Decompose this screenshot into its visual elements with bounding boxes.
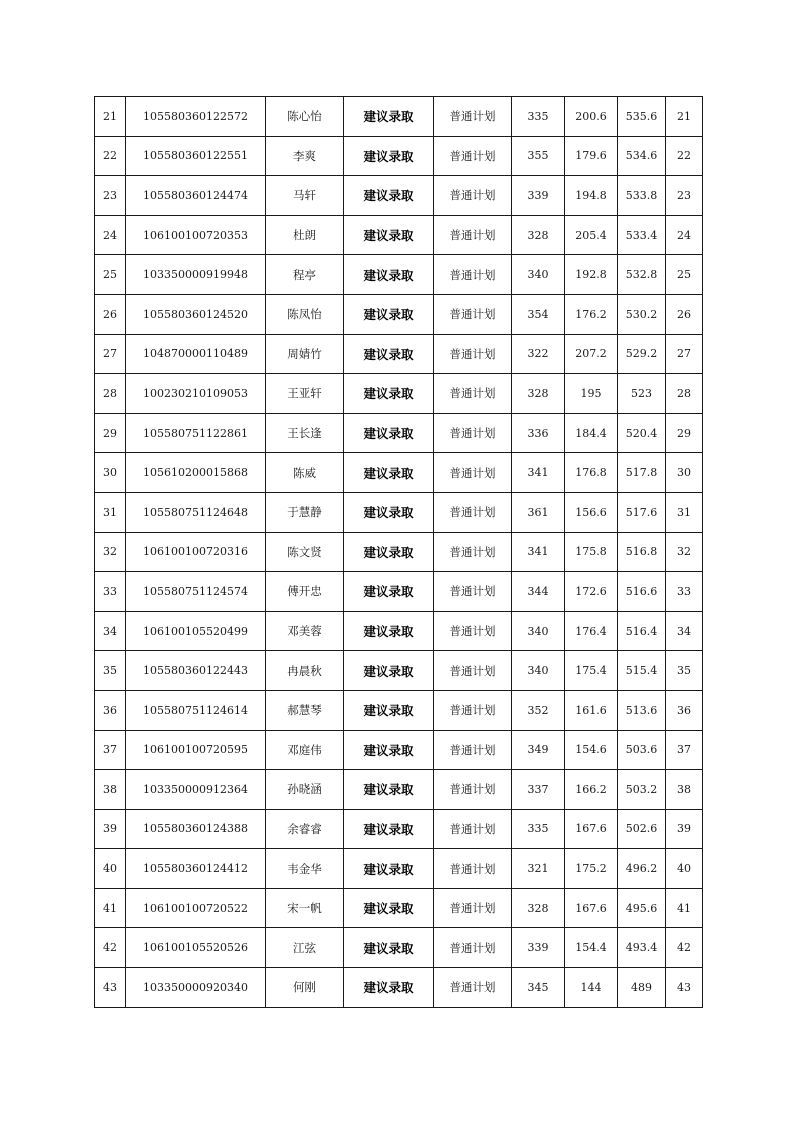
decision-cell: 建议录取	[344, 294, 434, 334]
order-cell: 25	[666, 255, 703, 295]
exam-id-cell: 103350000920340	[126, 968, 266, 1008]
score2-cell: 195	[565, 374, 618, 414]
total-score-cell: 495.6	[618, 888, 666, 928]
order-cell: 22	[666, 136, 703, 176]
rank-cell: 24	[95, 215, 126, 255]
exam-id-cell: 106100100720522	[126, 888, 266, 928]
total-score-cell: 534.6	[618, 136, 666, 176]
plan-type-cell: 普通计划	[434, 809, 512, 849]
score2-cell: 179.6	[565, 136, 618, 176]
decision-cell: 建议录取	[344, 611, 434, 651]
order-cell: 28	[666, 374, 703, 414]
total-score-cell: 517.6	[618, 492, 666, 532]
candidate-name-cell: 傅开忠	[266, 572, 344, 612]
score2-cell: 144	[565, 968, 618, 1008]
order-cell: 33	[666, 572, 703, 612]
exam-id-cell: 103350000912364	[126, 770, 266, 810]
order-cell: 29	[666, 413, 703, 453]
table-row	[95, 849, 703, 889]
rank-cell: 42	[95, 928, 126, 968]
score2-cell: 154.4	[565, 928, 618, 968]
rank-cell: 29	[95, 413, 126, 453]
decision-cell: 建议录取	[344, 413, 434, 453]
rank-cell: 40	[95, 849, 126, 889]
exam-id-cell: 105580751124574	[126, 572, 266, 612]
plan-type-cell: 普通计划	[434, 413, 512, 453]
order-cell: 39	[666, 809, 703, 849]
table-row	[95, 532, 703, 572]
plan-type-cell: 普通计划	[434, 928, 512, 968]
decision-cell: 建议录取	[344, 334, 434, 374]
plan-type-cell: 普通计划	[434, 611, 512, 651]
candidate-name-cell: 陈文贤	[266, 532, 344, 572]
score2-cell: 154.6	[565, 730, 618, 770]
order-cell: 27	[666, 334, 703, 374]
exam-id-cell: 105580360124474	[126, 176, 266, 216]
candidate-name-cell: 冉晨秋	[266, 651, 344, 691]
score2-cell: 175.2	[565, 849, 618, 889]
table-row	[95, 453, 703, 493]
candidate-name-cell: 杜朗	[266, 215, 344, 255]
table-row	[95, 413, 703, 453]
rank-cell: 25	[95, 255, 126, 295]
order-cell: 32	[666, 532, 703, 572]
plan-type-cell: 普通计划	[434, 97, 512, 137]
rank-cell: 22	[95, 136, 126, 176]
exam-id-cell: 106100105520526	[126, 928, 266, 968]
decision-cell: 建议录取	[344, 809, 434, 849]
table-row	[95, 97, 703, 137]
plan-type-cell: 普通计划	[434, 255, 512, 295]
decision-cell: 建议录取	[344, 968, 434, 1008]
score2-cell: 161.6	[565, 690, 618, 730]
order-cell: 36	[666, 690, 703, 730]
score2-cell: 192.8	[565, 255, 618, 295]
order-cell: 35	[666, 651, 703, 691]
table-row	[95, 730, 703, 770]
candidate-name-cell: 王亚轩	[266, 374, 344, 414]
plan-type-cell: 普通计划	[434, 770, 512, 810]
exam-id-cell: 105580360124520	[126, 294, 266, 334]
plan-type-cell: 普通计划	[434, 730, 512, 770]
order-cell: 40	[666, 849, 703, 889]
score1-cell: 328	[512, 374, 565, 414]
candidate-name-cell: 王长逢	[266, 413, 344, 453]
exam-id-cell: 105610200015868	[126, 453, 266, 493]
plan-type-cell: 普通计划	[434, 849, 512, 889]
total-score-cell: 532.8	[618, 255, 666, 295]
score1-cell: 328	[512, 888, 565, 928]
table-row	[95, 928, 703, 968]
total-score-cell: 529.2	[618, 334, 666, 374]
score1-cell: 349	[512, 730, 565, 770]
candidate-name-cell: 陈心怡	[266, 97, 344, 137]
score1-cell: 355	[512, 136, 565, 176]
candidate-name-cell: 孙晓涵	[266, 770, 344, 810]
total-score-cell: 517.8	[618, 453, 666, 493]
decision-cell: 建议录取	[344, 849, 434, 889]
rank-cell: 23	[95, 176, 126, 216]
table-row	[95, 136, 703, 176]
score2-cell: 166.2	[565, 770, 618, 810]
exam-id-cell: 105580360122443	[126, 651, 266, 691]
total-score-cell: 530.2	[618, 294, 666, 334]
score1-cell: 321	[512, 849, 565, 889]
table-row	[95, 690, 703, 730]
order-cell: 41	[666, 888, 703, 928]
score1-cell: 345	[512, 968, 565, 1008]
plan-type-cell: 普通计划	[434, 532, 512, 572]
score1-cell: 354	[512, 294, 565, 334]
candidate-name-cell: 程亭	[266, 255, 344, 295]
exam-id-cell: 106100100720316	[126, 532, 266, 572]
decision-cell: 建议录取	[344, 215, 434, 255]
order-cell: 23	[666, 176, 703, 216]
score1-cell: 340	[512, 611, 565, 651]
score2-cell: 156.6	[565, 492, 618, 532]
decision-cell: 建议录取	[344, 374, 434, 414]
score2-cell: 167.6	[565, 888, 618, 928]
table-row	[95, 611, 703, 651]
score1-cell: 361	[512, 492, 565, 532]
order-cell: 30	[666, 453, 703, 493]
candidate-name-cell: 陈威	[266, 453, 344, 493]
score2-cell: 176.8	[565, 453, 618, 493]
score1-cell: 340	[512, 255, 565, 295]
table-row	[95, 968, 703, 1008]
table-row	[95, 572, 703, 612]
plan-type-cell: 普通计划	[434, 888, 512, 928]
score2-cell: 167.6	[565, 809, 618, 849]
decision-cell: 建议录取	[344, 97, 434, 137]
candidate-name-cell: 江弦	[266, 928, 344, 968]
exam-id-cell: 106100105520499	[126, 611, 266, 651]
total-score-cell: 503.6	[618, 730, 666, 770]
total-score-cell: 533.8	[618, 176, 666, 216]
plan-type-cell: 普通计划	[434, 294, 512, 334]
score2-cell: 184.4	[565, 413, 618, 453]
score2-cell: 175.8	[565, 532, 618, 572]
exam-id-cell: 103350000919948	[126, 255, 266, 295]
table-row	[95, 176, 703, 216]
score1-cell: 322	[512, 334, 565, 374]
exam-id-cell: 106100100720595	[126, 730, 266, 770]
score2-cell: 205.4	[565, 215, 618, 255]
score2-cell: 176.4	[565, 611, 618, 651]
rank-cell: 28	[95, 374, 126, 414]
total-score-cell: 489	[618, 968, 666, 1008]
score1-cell: 335	[512, 809, 565, 849]
plan-type-cell: 普通计划	[434, 176, 512, 216]
rank-cell: 36	[95, 690, 126, 730]
candidate-name-cell: 郝慧琴	[266, 690, 344, 730]
table-row	[95, 215, 703, 255]
order-cell: 31	[666, 492, 703, 532]
total-score-cell: 496.2	[618, 849, 666, 889]
table-row	[95, 492, 703, 532]
exam-id-cell: 105580751124648	[126, 492, 266, 532]
table-row	[95, 888, 703, 928]
plan-type-cell: 普通计划	[434, 690, 512, 730]
score1-cell: 337	[512, 770, 565, 810]
order-cell: 34	[666, 611, 703, 651]
total-score-cell: 502.6	[618, 809, 666, 849]
exam-id-cell: 105580360124388	[126, 809, 266, 849]
plan-type-cell: 普通计划	[434, 651, 512, 691]
exam-id-cell: 105580751124614	[126, 690, 266, 730]
candidate-name-cell: 宋一帆	[266, 888, 344, 928]
total-score-cell: 515.4	[618, 651, 666, 691]
score2-cell: 176.2	[565, 294, 618, 334]
rank-cell: 32	[95, 532, 126, 572]
admission-table-body	[95, 97, 703, 1008]
order-cell: 38	[666, 770, 703, 810]
exam-id-cell: 105580360124412	[126, 849, 266, 889]
decision-cell: 建议录取	[344, 651, 434, 691]
table-row	[95, 255, 703, 295]
total-score-cell: 516.6	[618, 572, 666, 612]
total-score-cell: 516.4	[618, 611, 666, 651]
table-row	[95, 294, 703, 334]
rank-cell: 35	[95, 651, 126, 691]
candidate-name-cell: 何刚	[266, 968, 344, 1008]
total-score-cell: 535.6	[618, 97, 666, 137]
table-row	[95, 651, 703, 691]
decision-cell: 建议录取	[344, 690, 434, 730]
score1-cell: 339	[512, 176, 565, 216]
plan-type-cell: 普通计划	[434, 374, 512, 414]
plan-type-cell: 普通计划	[434, 215, 512, 255]
total-score-cell: 503.2	[618, 770, 666, 810]
admission-table	[94, 96, 703, 1008]
score1-cell: 341	[512, 532, 565, 572]
score2-cell: 175.4	[565, 651, 618, 691]
plan-type-cell: 普通计划	[434, 968, 512, 1008]
plan-type-cell: 普通计划	[434, 334, 512, 374]
candidate-name-cell: 马轩	[266, 176, 344, 216]
candidate-name-cell: 于慧静	[266, 492, 344, 532]
order-cell: 42	[666, 928, 703, 968]
rank-cell: 34	[95, 611, 126, 651]
rank-cell: 41	[95, 888, 126, 928]
rank-cell: 43	[95, 968, 126, 1008]
decision-cell: 建议录取	[344, 136, 434, 176]
rank-cell: 39	[95, 809, 126, 849]
decision-cell: 建议录取	[344, 888, 434, 928]
decision-cell: 建议录取	[344, 532, 434, 572]
candidate-name-cell: 李爽	[266, 136, 344, 176]
candidate-name-cell: 邓庭伟	[266, 730, 344, 770]
rank-cell: 26	[95, 294, 126, 334]
score2-cell: 207.2	[565, 334, 618, 374]
total-score-cell: 493.4	[618, 928, 666, 968]
table-row	[95, 334, 703, 374]
rank-cell: 33	[95, 572, 126, 612]
score1-cell: 352	[512, 690, 565, 730]
total-score-cell: 533.4	[618, 215, 666, 255]
decision-cell: 建议录取	[344, 255, 434, 295]
candidate-name-cell: 陈凤怡	[266, 294, 344, 334]
exam-id-cell: 105580360122572	[126, 97, 266, 137]
exam-id-cell: 104870000110489	[126, 334, 266, 374]
exam-id-cell: 105580751122861	[126, 413, 266, 453]
table-row	[95, 809, 703, 849]
rank-cell: 31	[95, 492, 126, 532]
order-cell: 43	[666, 968, 703, 1008]
candidate-name-cell: 余睿睿	[266, 809, 344, 849]
order-cell: 21	[666, 97, 703, 137]
plan-type-cell: 普通计划	[434, 572, 512, 612]
exam-id-cell: 100230210109053	[126, 374, 266, 414]
exam-id-cell: 106100100720353	[126, 215, 266, 255]
score1-cell: 335	[512, 97, 565, 137]
table-row	[95, 374, 703, 414]
score2-cell: 200.6	[565, 97, 618, 137]
score1-cell: 341	[512, 453, 565, 493]
score2-cell: 194.8	[565, 176, 618, 216]
score2-cell: 172.6	[565, 572, 618, 612]
score1-cell: 328	[512, 215, 565, 255]
total-score-cell: 520.4	[618, 413, 666, 453]
decision-cell: 建议录取	[344, 453, 434, 493]
table-row	[95, 770, 703, 810]
rank-cell: 38	[95, 770, 126, 810]
candidate-name-cell: 韦金华	[266, 849, 344, 889]
decision-cell: 建议录取	[344, 770, 434, 810]
order-cell: 24	[666, 215, 703, 255]
plan-type-cell: 普通计划	[434, 453, 512, 493]
decision-cell: 建议录取	[344, 572, 434, 612]
order-cell: 37	[666, 730, 703, 770]
score1-cell: 340	[512, 651, 565, 691]
rank-cell: 30	[95, 453, 126, 493]
plan-type-cell: 普通计划	[434, 492, 512, 532]
decision-cell: 建议录取	[344, 176, 434, 216]
admission-table-wrapper	[94, 96, 702, 1008]
total-score-cell: 516.8	[618, 532, 666, 572]
rank-cell: 27	[95, 334, 126, 374]
score1-cell: 344	[512, 572, 565, 612]
score1-cell: 336	[512, 413, 565, 453]
decision-cell: 建议录取	[344, 730, 434, 770]
exam-id-cell: 105580360122551	[126, 136, 266, 176]
decision-cell: 建议录取	[344, 928, 434, 968]
order-cell: 26	[666, 294, 703, 334]
candidate-name-cell: 邓美蓉	[266, 611, 344, 651]
rank-cell: 37	[95, 730, 126, 770]
decision-cell: 建议录取	[344, 492, 434, 532]
candidate-name-cell: 周婧竹	[266, 334, 344, 374]
plan-type-cell: 普通计划	[434, 136, 512, 176]
rank-cell: 21	[95, 97, 126, 137]
score1-cell: 339	[512, 928, 565, 968]
total-score-cell: 523	[618, 374, 666, 414]
total-score-cell: 513.6	[618, 690, 666, 730]
